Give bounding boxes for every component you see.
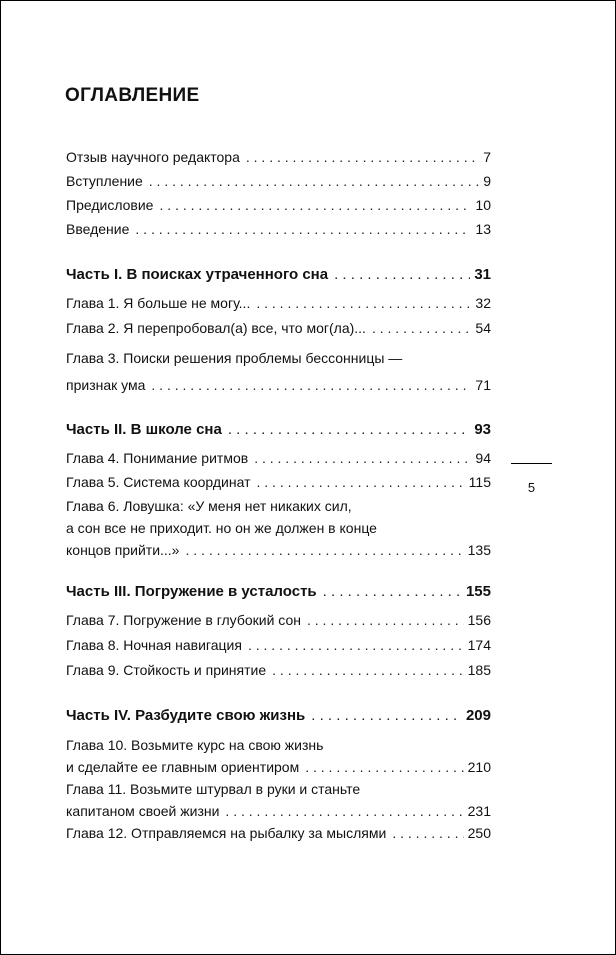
toc-entry — [66, 146, 491, 168]
entry-page: 231 — [467, 803, 491, 819]
toc-entry — [66, 609, 491, 631]
folio-rule — [511, 463, 552, 464]
entry-title-line: Глава 6. Ловушка: «У меня нет никаких сил, — [66, 498, 352, 514]
entry-title: Глава 7. Погружение в глубокий сон — [66, 612, 301, 628]
toc-entry — [66, 634, 491, 656]
part-title: Часть I. В поисках утраченного сна — [66, 266, 329, 283]
dot-leader — [242, 634, 464, 656]
part-title: Часть III. Погружение в усталость — [66, 583, 317, 600]
entry-title: Глава 1. Я больше не могу... — [66, 295, 251, 311]
dot-leader — [305, 705, 462, 727]
entry-title-line: а сон все не приходит. но он же должен в конце — [66, 520, 377, 536]
entry-page: 10 — [475, 197, 491, 213]
entry-page: 135 — [467, 542, 491, 558]
entry-title: концов прийти...» — [66, 542, 180, 558]
part-page: 93 — [474, 421, 491, 438]
dot-leader — [317, 581, 462, 603]
entry-title: капитаном своей жизни — [66, 803, 220, 819]
toc-part-entry — [66, 581, 491, 603]
toc-entry — [66, 170, 491, 192]
dot-leader — [250, 471, 464, 493]
entry-page: 174 — [467, 637, 491, 653]
dot-leader — [143, 170, 479, 192]
toc-entry — [66, 345, 491, 399]
entry-page: 210 — [467, 759, 491, 775]
entry-page: 185 — [467, 662, 491, 678]
entry-page: 13 — [475, 221, 491, 237]
dot-leader — [153, 194, 471, 216]
part-title: Часть IV. Разбудите свою жизнь — [66, 707, 306, 724]
dot-leader — [129, 218, 471, 240]
toc-entry — [66, 292, 491, 314]
toc-entry — [66, 778, 491, 822]
entry-title: Глава 4. Понимание ритмов — [66, 450, 249, 466]
entry-page: 94 — [475, 450, 491, 466]
toc-entry — [66, 218, 491, 240]
dot-leader — [219, 800, 463, 822]
entry-title-line: Глава 3. Поиски решения проблемы бессонницы — — [66, 350, 403, 366]
entry-page: 32 — [475, 295, 491, 311]
toc-part-entry — [66, 705, 491, 727]
entry-title: Глава 5. Система координат — [66, 474, 251, 490]
entry-title: Вступление — [66, 173, 143, 189]
part-title: Часть II. В школе сна — [66, 421, 222, 438]
dot-leader — [248, 447, 471, 469]
dot-leader — [299, 756, 463, 778]
entry-title: Предисловие — [66, 197, 154, 213]
toc-part-entry — [66, 264, 491, 286]
entry-page: 156 — [467, 612, 491, 628]
entry-page: 250 — [467, 825, 491, 841]
toc-entry — [66, 734, 491, 778]
entry-page: 54 — [475, 320, 491, 336]
dot-leader — [328, 264, 470, 286]
entry-title: Глава 9. Стойкость и принятие — [66, 662, 267, 678]
entry-title-line: Глава 11. Возьмите штурвал в руки и станьте — [66, 781, 361, 797]
entry-page: 115 — [468, 474, 491, 490]
entry-title: Введение — [66, 221, 130, 237]
toc-entry — [66, 495, 491, 561]
toc-entry — [66, 471, 491, 493]
part-page: 155 — [465, 583, 491, 600]
entry-title: Отзыв научного редактора — [66, 149, 240, 165]
entry-title: признак ума — [66, 377, 146, 393]
toc-entry — [66, 194, 491, 216]
entry-page: 7 — [483, 149, 491, 165]
toc-entry — [66, 317, 491, 339]
dot-leader — [145, 372, 471, 399]
part-page: 209 — [465, 707, 491, 724]
entry-title: и сделайте ее главным ориентиром — [66, 759, 300, 775]
dot-leader — [240, 146, 479, 168]
entry-title: Глава 8. Ночная навигация — [66, 637, 242, 653]
dot-leader — [266, 659, 464, 681]
toc-entry — [66, 447, 491, 469]
entry-title-line: Глава 10. Возьмите курс на свою жизнь — [66, 737, 324, 753]
toc-part-entry — [66, 419, 491, 441]
dot-leader — [222, 419, 470, 441]
toc-entry — [66, 659, 491, 681]
entry-page: 9 — [483, 173, 491, 189]
dot-leader — [386, 822, 463, 844]
page-number: 5 — [527, 480, 536, 495]
entry-title: Глава 12. Отправляемся на рыбалку за мыслями — [66, 825, 387, 841]
dot-leader — [366, 317, 471, 339]
toc-entry — [66, 822, 491, 844]
toc-heading: ОГЛАВЛЕНИЕ — [65, 85, 200, 106]
dot-leader — [250, 292, 471, 314]
entry-title: Глава 2. Я перепробовал(а) все, что мог(ла)... — [66, 320, 366, 336]
part-page: 31 — [474, 266, 491, 283]
table-of-contents — [1, 1, 615, 954]
dot-leader — [179, 539, 463, 561]
dot-leader — [301, 609, 464, 631]
entry-page: 71 — [475, 377, 491, 393]
